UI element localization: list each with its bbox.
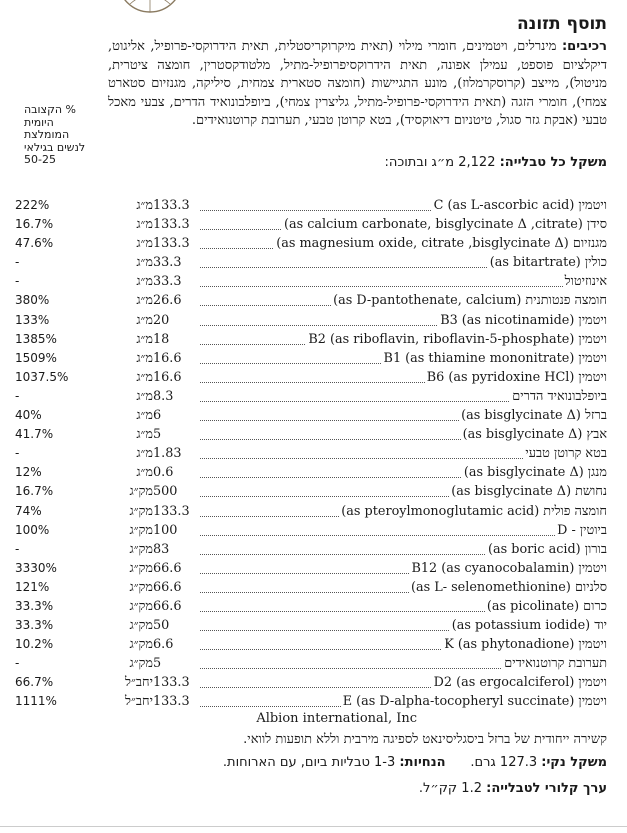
nutrient-unit: מק״ג [129, 560, 153, 576]
nutrient-amount: 6.6 [153, 637, 174, 653]
nutrient-amount: 133.3 [153, 675, 190, 691]
nutrient-name-text: ויטמין K (as phytonadione) [444, 637, 607, 653]
nutrient-amount: 83 [153, 541, 170, 557]
nutrient-amount: 100 [153, 522, 178, 538]
nutrient-row [0, 369, 627, 388]
nutrient-row [0, 388, 627, 407]
nutrient-name-text: ויטמין C (as L-ascorbic acid) [433, 198, 607, 213]
nutrient-amount: 16.6 [153, 369, 182, 385]
nutrient-name [197, 236, 607, 251]
net-weight-label: משקל נקי: [541, 755, 607, 770]
nutrient-daily-value: 1509% [15, 350, 57, 365]
nutrient-amount: 66.6 [153, 560, 182, 576]
nutrient-name [197, 637, 607, 652]
nutrient-unit: מ״ג [136, 427, 153, 443]
nutrient-daily-value: 33.3% [15, 618, 54, 633]
nutrient-row [0, 655, 627, 674]
nutrient-name [197, 484, 607, 499]
nutrient-daily-value: 121% [15, 579, 50, 594]
nutrient-unit: מ״ג [136, 446, 153, 462]
nutrient-row [0, 541, 627, 560]
nutrient-amount: 20 [153, 312, 170, 328]
nutrient-daily-value: 1037.5% [15, 369, 69, 384]
nutrient-row [0, 350, 627, 369]
nutrient-amount: 133.3 [153, 503, 190, 519]
nutrient-amount: 8.3 [153, 388, 174, 404]
directions-value: 1-3 טבליות ביום, עם הארוחות. [222, 755, 396, 770]
nutrient-row [0, 617, 627, 636]
nutrient-name-text: חומצה פולית (as pteroylmonoglutamic acid) [341, 503, 607, 519]
nutrient-daily-value: - [15, 541, 20, 556]
nutrient-name [197, 351, 607, 366]
nutrient-unit: מ״ג [136, 408, 153, 424]
nutrient-name [197, 504, 607, 519]
nutrient-daily-value: 40% [15, 408, 42, 423]
nutrient-daily-value: 380% [15, 293, 50, 308]
nutrient-name [197, 523, 607, 538]
nutrient-daily-value: 100% [15, 522, 50, 537]
nutrient-row [0, 674, 627, 693]
nutrient-unit: מ״ג [136, 388, 153, 404]
nutrient-unit: מ״ג [136, 255, 153, 271]
tablet-weight-label: משקל כל טבלייה: [499, 155, 607, 170]
nutrient-name [197, 217, 607, 232]
nutrient-name-text: ברזל (as bisglycinate Δ) [461, 408, 607, 424]
nutrient-amount: 133.3 [153, 217, 190, 233]
nutrient-amount: 5 [153, 656, 162, 672]
nutrient-name-text: אבץ (as bisglycinate Δ) [462, 427, 607, 443]
nutrient-amount: 500 [153, 484, 178, 500]
nutrient-row [0, 579, 627, 598]
nutrient-unit: מק״ג [129, 503, 153, 519]
ingredients-label: רכיבים: [561, 39, 607, 54]
nutrient-unit: מ״ג [136, 312, 153, 328]
nutrient-name [197, 465, 607, 480]
ingredients-paragraph [108, 38, 607, 131]
nutrient-name [197, 293, 607, 308]
net-weight-value: 127.3 גרם. [470, 755, 538, 770]
nutrient-name [197, 656, 607, 671]
nutrient-daily-value: 16.7% [15, 484, 54, 499]
nutrient-amount: 50 [153, 618, 170, 634]
nutrient-unit: מק״ג [129, 522, 153, 538]
bisglycinate-note: קשירה ייחודית של ברזל ביסגליסינאט לספיגה מירבית וללא תופעות לוואי. [243, 732, 607, 747]
nutrient-name [197, 561, 607, 576]
nutrient-daily-value: 47.6% [15, 236, 54, 251]
nutrient-daily-value: 3330% [15, 560, 57, 575]
nutrient-unit: מ״ג [136, 293, 153, 309]
nutrient-name-text: כולין (as bitartrate) [489, 255, 607, 271]
nutrient-name [197, 580, 607, 595]
nutrient-unit: מק״ג [129, 618, 153, 634]
ingredients-text: מינרלים, ויטמינים, חומרי מילוי (תאית מיקרוקריסטלית, תאית הידרוקסי-פרופיל, אליגוט, דיקלציום פוספט, עמילן אפונה, תאית הידרוקסיפרופיל-מתיל, מלטודקסטרין, חומצה ציטרית, מניטול), מייצב (קרוסקרמלוז), מונע התגיישות (חומצה סטארית צמחית, סיליקה, מגנזיום סטארט צמחי), חומרי הזגה (תאית הידרוקסי-פרופיל-מתיל, גליצרין צמחי), ביופלבונואיד הדרים, צבעי מאכל טבעי (אבקת גזר סגול, טיטניום דיאוקסיד), בטא קרוטן טבעי, תערובת קרוטנואידים. [108, 39, 607, 128]
directions-label: הנחיות: [399, 755, 446, 770]
nutrient-row [0, 235, 627, 254]
nutrient-daily-value: - [15, 274, 20, 289]
label-title: תוסף תזונה [516, 14, 607, 34]
nutrient-name-text: נחושת (as bisglycinate Δ) [451, 484, 607, 500]
nutrient-name-text: ויטמין B3 (as nicotinamide) [440, 312, 607, 328]
nutrient-name [197, 618, 607, 633]
nutrient-daily-value: 1385% [15, 331, 57, 346]
nutrient-daily-value: - [15, 388, 20, 403]
nutrient-amount: 6 [153, 408, 162, 424]
nutrient-row [0, 598, 627, 617]
nutrient-name [197, 198, 607, 213]
nutrient-unit: מק״ג [129, 541, 153, 557]
nutrient-amount: 133.3 [153, 198, 190, 213]
nutrient-unit: מ״ג [136, 198, 153, 213]
tablet-weight-value: 2,122 מ״ג ובתוכה: [384, 155, 496, 170]
nutrient-name-text: אינוזיטול [564, 274, 607, 290]
nutrient-unit: יחב״ל [125, 694, 153, 710]
nutrient-row [0, 464, 627, 483]
nutrient-amount: 133.3 [153, 694, 190, 710]
tablet-weight [385, 155, 607, 170]
nutrient-name-text: סלניום (as L- selenomethionine) [410, 579, 607, 595]
nutrient-row [0, 331, 627, 350]
nutrient-daily-value: - [15, 446, 20, 461]
calories-line [419, 781, 607, 796]
nutrient-unit: מק״ג [129, 484, 153, 500]
nutrient-row [0, 693, 627, 712]
nutrient-name [197, 675, 607, 690]
nutrient-row [0, 503, 627, 522]
nutrient-amount: 18 [153, 331, 170, 347]
calories-value: 1.2 קק״ל. [418, 781, 482, 796]
nutrient-unit: מ״ג [136, 331, 153, 347]
nutrient-row [0, 483, 627, 502]
nutrient-name [197, 332, 607, 347]
nutrient-amount: 33.3 [153, 274, 182, 290]
nutrient-name-text: תערובת קרוטנואידים [504, 656, 607, 672]
nutrient-daily-value: - [15, 656, 20, 671]
nutrient-daily-value: 12% [15, 465, 42, 480]
nutrient-row [0, 560, 627, 579]
nutrient-row [0, 273, 627, 292]
nutrient-row [0, 407, 627, 426]
nutrient-name-text: בורון (as boric acid) [487, 541, 607, 557]
nutrient-amount: 1.83 [153, 446, 182, 462]
nutrient-name-text: ביופלבונואיד הדרים [512, 388, 607, 404]
nutrient-name-text: כרום (as picolinate) [486, 598, 607, 614]
nutrient-name-text: מנגן (as bisglycinate Δ) [463, 465, 607, 481]
nutrient-unit: מק״ג [129, 656, 153, 672]
nutrient-amount: 66.6 [153, 598, 182, 614]
nutrient-unit: יחב״ל [125, 675, 153, 691]
nutrient-daily-value: 16.7% [15, 217, 54, 232]
nutrient-unit: מ״ג [136, 369, 153, 385]
nutrient-amount: 5 [153, 427, 162, 443]
nutrient-daily-value: 10.2% [15, 637, 54, 652]
nutrient-unit: מק״ג [129, 579, 153, 595]
nutrient-name-text: בטא קרוטן טבעי [525, 446, 607, 462]
nutrient-name-text: ויטמין B1 (as thiamine mononitrate) [383, 350, 607, 366]
nutrient-row [0, 216, 627, 235]
nutrient-name-text: סידן (as calcium carbonate, bisglycinate Δ ,citrate) [283, 217, 607, 233]
nutrient-name-text: ויטמין B2 (as riboflavin, riboflavin-5-phosphate) [308, 331, 607, 347]
nutrient-unit: מ״ג [136, 274, 153, 290]
nutrient-name-text: יוד (as potassium iodide) [451, 618, 607, 634]
nutrient-daily-value: 41.7% [15, 427, 54, 442]
nutrient-name [197, 255, 607, 270]
nutrient-name-text: חומצה פנטותנית (as D-pantothenate, calcium) [333, 293, 607, 309]
nutrient-name [197, 408, 607, 423]
nutrient-daily-value: - [15, 255, 20, 270]
nutrient-name [197, 599, 607, 614]
nutrient-row [0, 254, 627, 273]
nutrient-unit: מק״ג [129, 598, 153, 614]
nutrient-row [0, 197, 627, 216]
net-weight-and-directions [223, 755, 607, 770]
nutrient-unit: מ״ג [136, 236, 153, 252]
nutrient-name [197, 370, 607, 385]
nutrient-unit: מ״ג [136, 217, 153, 233]
nutrient-name [197, 389, 607, 404]
nutrient-daily-value: 66.7% [15, 675, 54, 690]
nutrient-daily-value: 33.3% [15, 598, 54, 613]
nutrient-name [197, 274, 607, 289]
nutrient-row [0, 292, 627, 311]
nutrient-name-text: ויטמין B12 (as cyanocobalamin) [411, 560, 607, 576]
nutrient-daily-value: 133% [15, 312, 50, 327]
nutrient-amount: 16.6 [153, 350, 182, 366]
nutrient-row [0, 426, 627, 445]
daily-value-header: % הקצובה היומית המומלצת לנשים בגילאי 50-25 [24, 103, 86, 166]
nutrient-name [197, 427, 607, 442]
nutrient-name [197, 313, 607, 328]
nutrient-unit: מק״ג [129, 637, 153, 653]
company-name: Albion international, Inc [256, 711, 417, 726]
nutrient-name [197, 542, 607, 557]
nutrient-name-text: מגנזיום (as magnesium oxide, citrate ,bisglycinate Δ) [276, 236, 607, 252]
nutrient-unit: מ״ג [136, 350, 153, 366]
nutrient-row [0, 312, 627, 331]
nutrient-row [0, 522, 627, 541]
nutrient-name [197, 446, 607, 461]
nutrient-amount: 33.3 [153, 255, 182, 271]
nutrient-name-text: ויטמין D2 (as ergocalciferol) [433, 675, 607, 691]
nutrient-amount: 133.3 [153, 236, 190, 252]
nutrient-name [197, 694, 607, 709]
nutrient-name-text: ביוטין - D [557, 522, 607, 538]
nutrient-amount: 26.6 [153, 293, 182, 309]
nutrient-amount: 0.6 [153, 465, 174, 481]
nutrient-row [0, 636, 627, 655]
nutrient-unit: מ״ג [136, 465, 153, 481]
calories-label: ערך קלורי לטבלייה: [486, 781, 607, 796]
nutrient-daily-value: 74% [15, 503, 42, 518]
nutrient-amount: 66.6 [153, 579, 182, 595]
nutrient-daily-value: 222% [15, 198, 50, 212]
nutrient-name-text: ויטמין B6 (as pyridoxine HCl) [426, 369, 607, 385]
seal-graphic [110, 0, 190, 18]
nutrient-row [0, 445, 627, 464]
nutrient-daily-value: 1111% [15, 694, 57, 709]
nutrient-name-text: ויטמין E (as D-alpha-tocopheryl succinate) [342, 694, 607, 710]
bottom-divider [0, 826, 627, 827]
nutrient-table [0, 197, 627, 713]
